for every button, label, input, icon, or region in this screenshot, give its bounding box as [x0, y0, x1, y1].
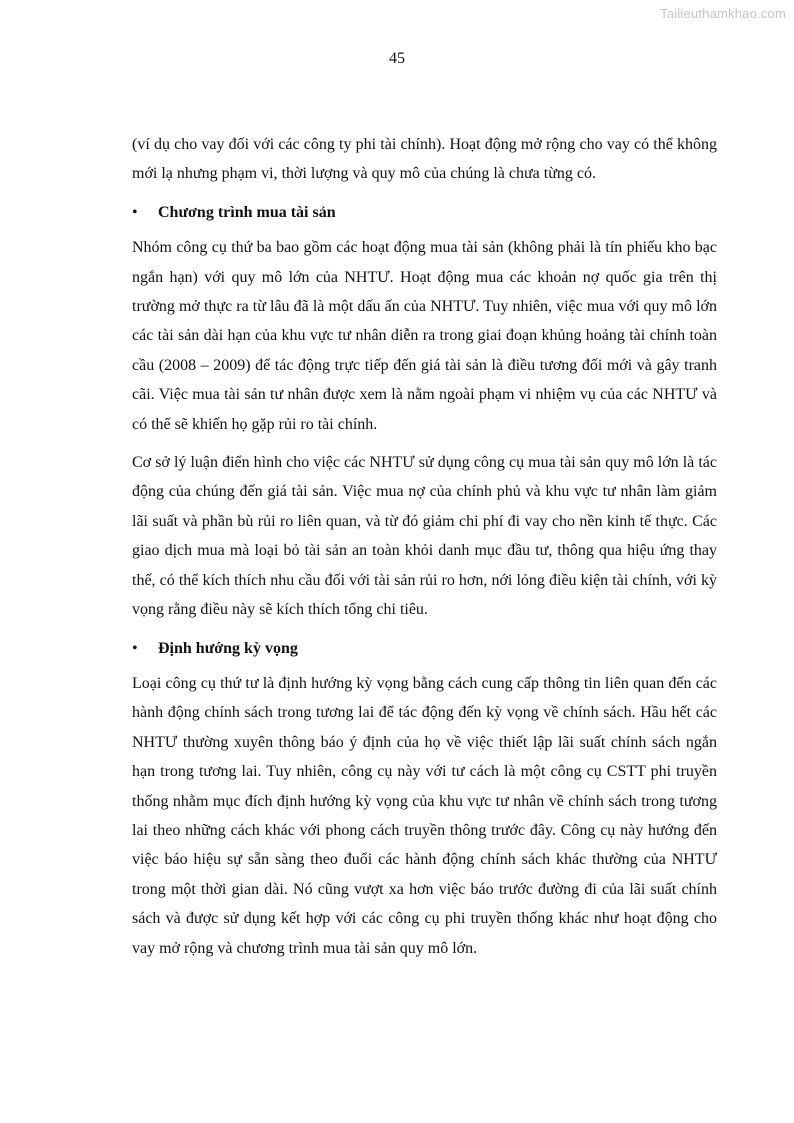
heading-text: Chương trình mua tài sản	[158, 203, 336, 221]
paragraph-asset-purchase-rationale: Cơ sở lý luận điển hình cho việc các NHTƯ sử dụng công cụ mua tài sản quy mô lớn là tác động của chúng đến giá tài sản. Việc mua nợ của chính phủ và khu vực tư nhân làm giảm lãi suất và phần bù rủi ro liên quan, và từ đó giảm chi phí đi vay cho nền kinh tế thực. Các giao dịch mua mà loại bỏ tài sản an toàn khỏi danh mục đầu tư, thông qua hiệu ứng thay thế, có thể kích thích nhu cầu đối với tài sản rủi ro hơn, nới lỏng điều kiện tài chính, với kỳ vọng rằng điều này sẽ kích thích tổng chi tiêu.	[132, 454, 717, 619]
bullet-icon: •	[132, 639, 138, 657]
section-heading-asset-purchase	[132, 198, 717, 227]
document-body	[132, 130, 717, 972]
section-heading-forward-guidance	[132, 634, 717, 663]
paragraph-continuation: (ví dụ cho vay đối với các công ty phi tài chính). Hoạt động mở rộng cho vay có thể không mới lạ nhưng phạm vi, thời lượng và quy mô của chúng là chưa từng có.	[132, 136, 717, 183]
watermark: Tailieuthamkhao.com	[660, 6, 786, 21]
page-number: 45	[389, 50, 405, 67]
bullet-icon: •	[132, 203, 138, 221]
heading-text: Định hướng kỳ vọng	[158, 639, 298, 657]
paragraph-forward-guidance: Loại công cụ thứ tư là định hướng kỳ vọng bằng cách cung cấp thông tin liên quan đến các hành động chính sách trong tương lai để tác động đến kỳ vọng về chính sách. Hầu hết các NHTƯ thường xuyên thông báo ý định của họ về việc thiết lập lãi suất chính sách ngắn hạn trong tương lai. Tuy nhiên, công cụ này với tư cách là một công cụ CSTT phi truyền thống nhằm mục đích định hướng kỳ vọng của khu vực tư nhân về chính sách trong tương lai theo những cách khác với phong cách truyền thông trước đây. Công cụ này hướng đến việc báo hiệu sự sẵn sàng theo đuổi các hành động chính sách khác thường của NHTƯ trong một thời gian dài. Nó cũng vượt xa hơn việc báo trước đường đi của lãi suất chính sách và được sử dụng kết hợp với các công cụ phi truyền thống khác như hoạt động cho vay mở rộng và chương trình mua tài sản quy mô lớn.	[132, 674, 717, 957]
paragraph-asset-purchase-intro: Nhóm công cụ thứ ba bao gồm các hoạt động mua tài sản (không phải là tín phiếu kho bạc ngắn hạn) với quy mô lớn của NHTƯ. Hoạt động mua các khoản nợ quốc gia trên thị trường mở thực ra từ lâu đã là một dấu ấn của NHTƯ. Tuy nhiên, việc mua với quy mô lớn các tài sản dài hạn của khu vực tư nhân diễn ra trong giai đoạn khủng hoảng tài chính toàn cầu (2008 – 2009) để tác động trực tiếp đến giá tài sản là điều tương đối mới và gây tranh cãi. Việc mua tài sản tư nhân được xem là nằm ngoài phạm vi nhiệm vụ của các NHTƯ và có thể sẽ khiến họ gặp rủi ro tài chính.	[132, 239, 717, 433]
